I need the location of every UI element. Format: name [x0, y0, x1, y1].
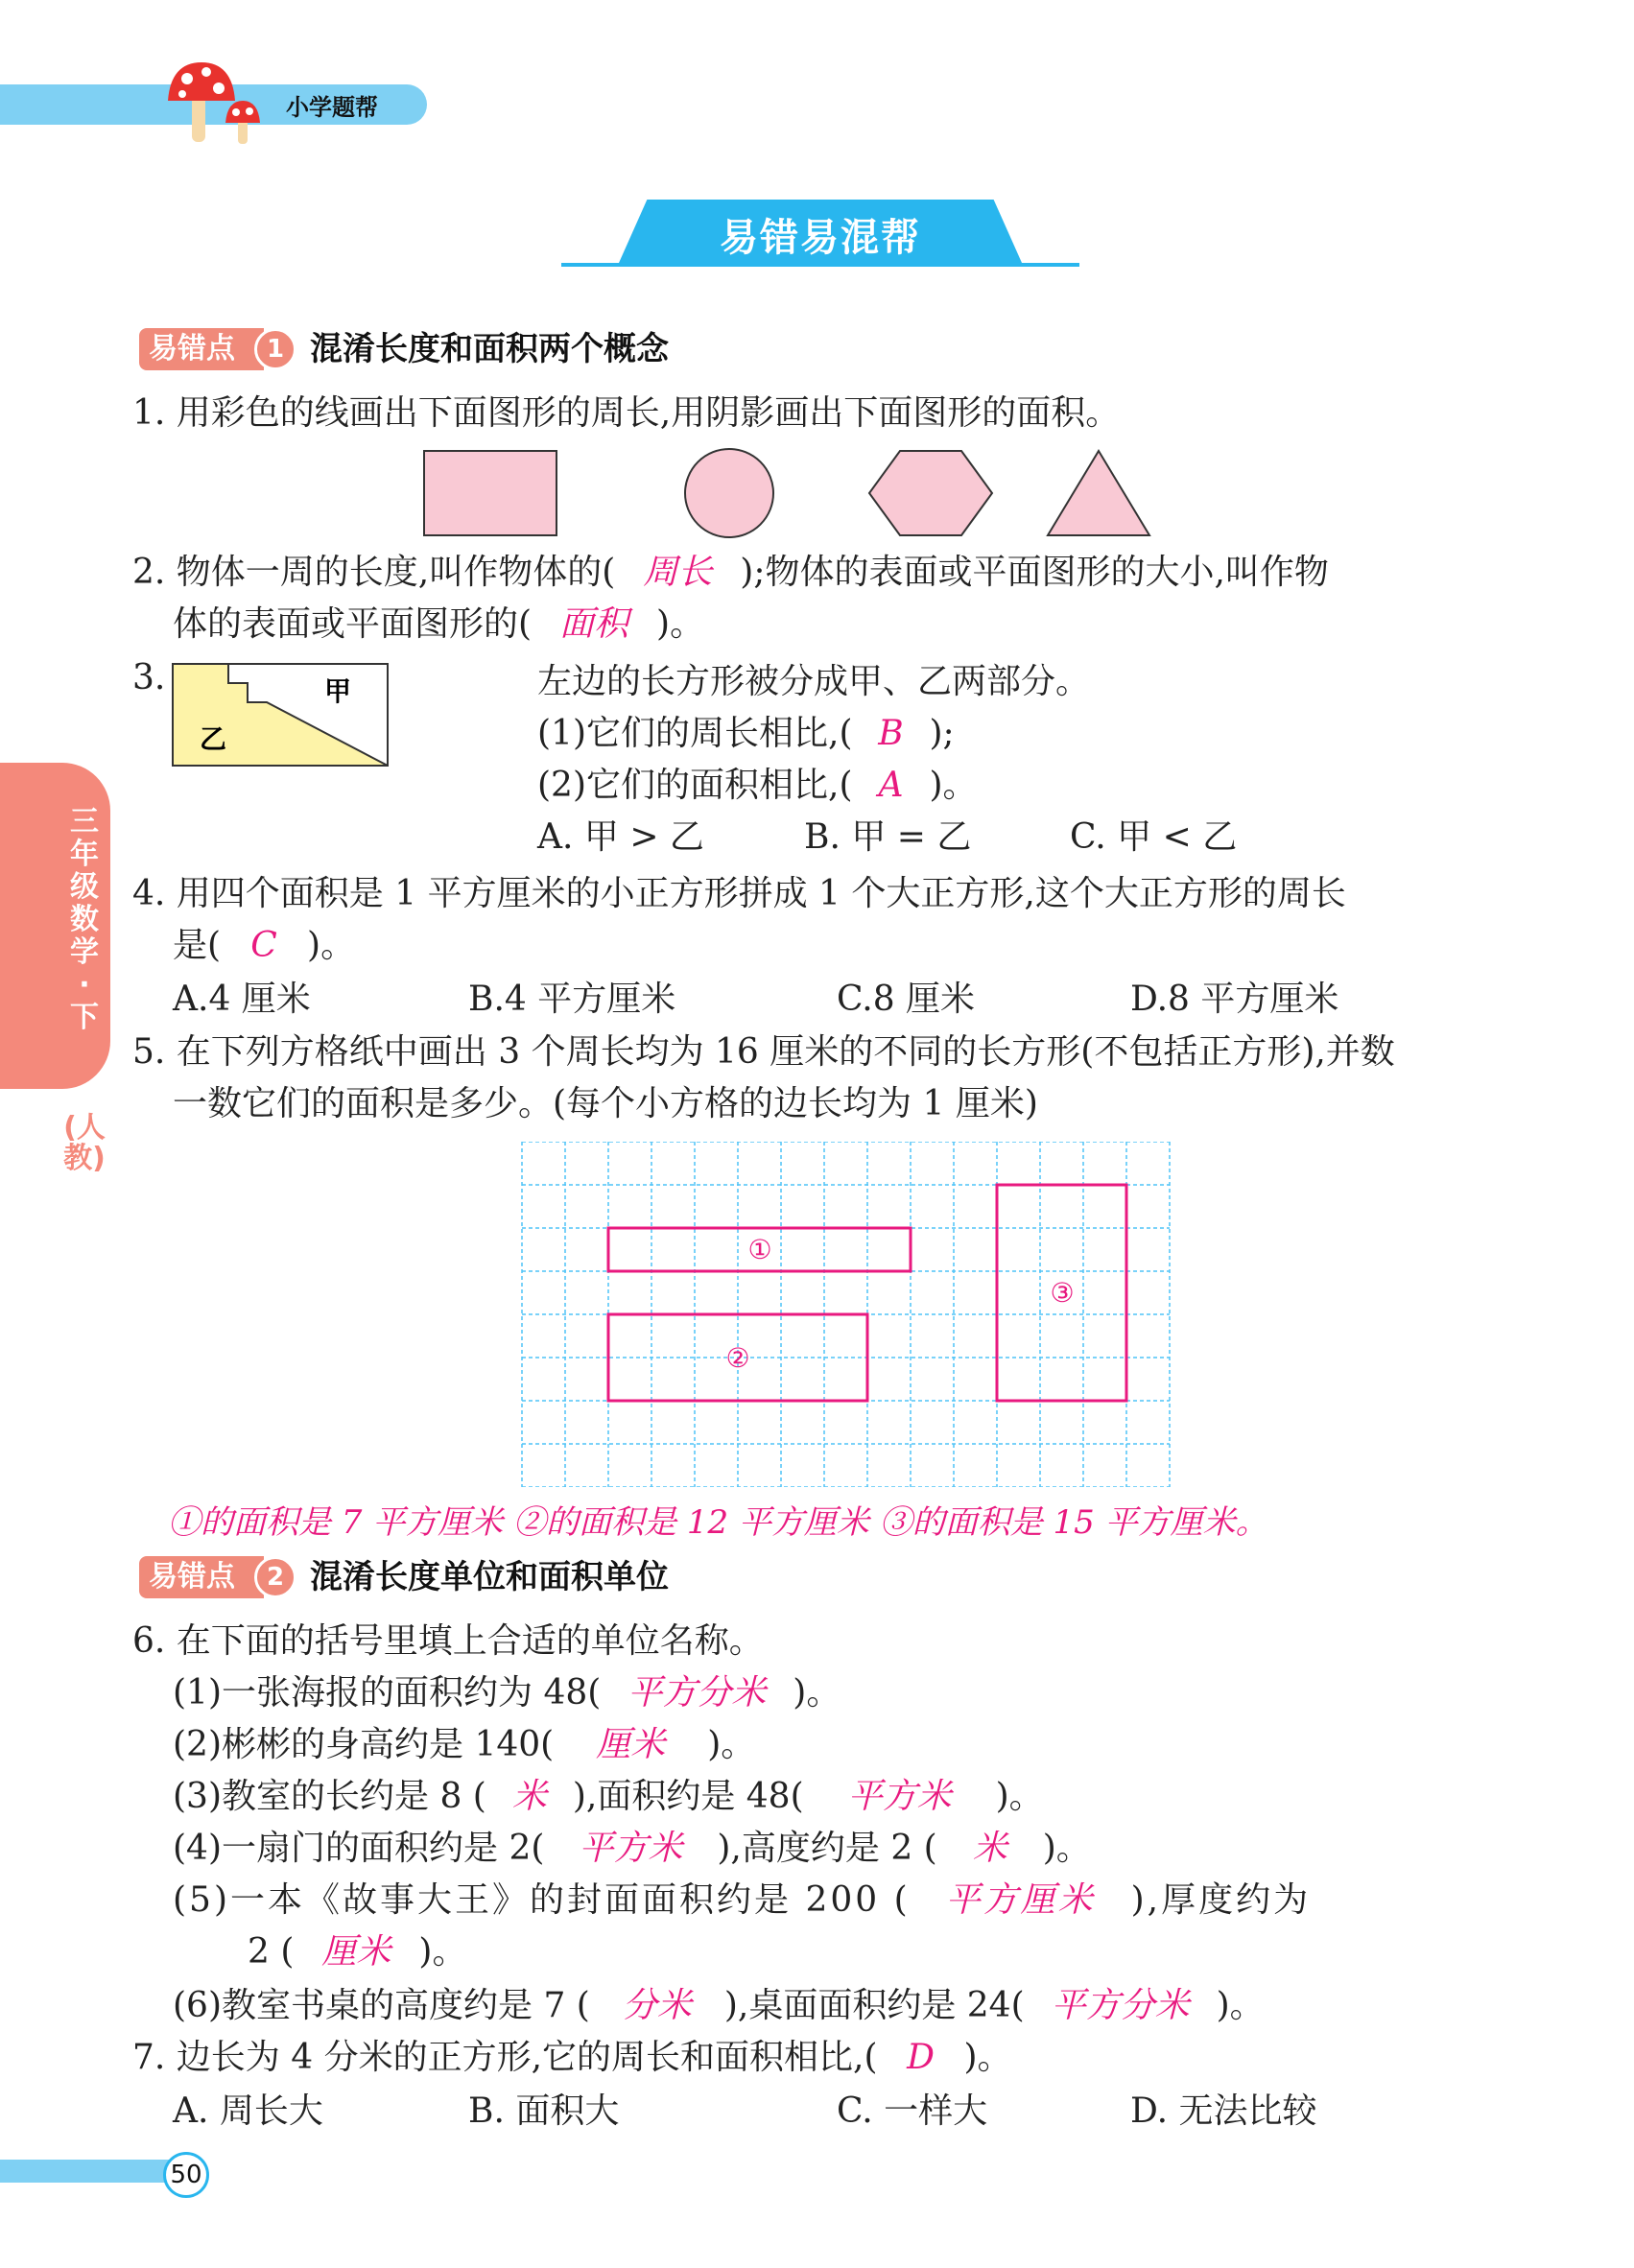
answer-q3-1: B — [878, 714, 904, 753]
q7-option-c: C. 一样大 — [837, 2091, 988, 2131]
q6-item-5-line1: (5)一本《故事大王》的封面面积约是 200 ( 平方厘米 ),厚度约为 — [173, 1875, 1311, 1926]
answer-q6-4a: 平方米 — [579, 1829, 683, 1868]
q4-option-a: A.4 厘米 — [173, 980, 311, 1019]
label-yi: 乙 — [200, 723, 227, 755]
question-3-number: 3. — [132, 658, 166, 697]
triangle-shape — [1048, 451, 1149, 535]
grid-paper — [520, 1142, 1172, 1487]
q4-option-d: D.8 平方厘米 — [1130, 980, 1339, 1019]
circle-shape — [685, 449, 773, 537]
page-title: 易错易混帮 — [720, 216, 921, 260]
q6-item-3: (3)教室的长约是 8 ( 米 ),面积约是 48( 平方米 )。 — [173, 1771, 1044, 1823]
q5-answer: ①的面积是 7 平方厘米 ②的面积是 12 平方厘米 ③的面积是 15 平方厘米。 — [168, 1503, 1268, 1542]
question-6-intro: 6. 在下面的括号里填上合适的单位名称。 — [132, 1621, 764, 1661]
q6-item-6: (6)教室书桌的高度约是 7 ( 分米 ),桌面面积约是 24( 平方分米 )。 — [173, 1980, 1265, 2032]
answer-q6-1: 平方分米 — [628, 1673, 767, 1713]
answer-q3-2: A — [878, 766, 904, 805]
q3-option-b: B. 甲 = 乙 — [804, 817, 972, 857]
answer-q6-5a: 平方厘米 — [945, 1880, 1096, 1920]
question-5-line1: 5. 在下列方格纸中画出 3 个周长均为 16 厘米的不同的长方形(不包括正方形),并数 — [132, 1032, 1395, 1072]
split-rectangle-figure — [171, 662, 391, 769]
section2-title: 混淆长度单位和面积单位 — [310, 1558, 669, 1596]
q6-item-1: (1)一张海报的面积约为 48( 平方分米 )。 — [173, 1667, 841, 1719]
question-3-intro: 左边的长方形被分成甲、乙两部分。 — [537, 662, 1091, 701]
rect-1-label: ① — [747, 1234, 772, 1265]
q6-item-5-line2: 2 ( 厘米 )。 — [248, 1926, 466, 1978]
q3-option-c: C. 甲 < 乙 — [1070, 817, 1238, 857]
question-2-line1: 2. 物体一周的长度,叫作物体的( 周长 );物体的表面或平面图形的大小,叫作物 — [132, 547, 1329, 599]
section-title-banner — [561, 200, 1079, 267]
q6-item-4: (4)一扇门的面积约是 2( 平方米 ),高度约是 2 ( 米 )。 — [173, 1823, 1091, 1875]
hexagon-shape — [869, 451, 992, 535]
q6-item-2: (2)彬彬的身高约是 140( 厘米 )。 — [173, 1719, 755, 1771]
question-4-line1: 4. 用四个面积是 1 平方厘米的小正方形拼成 1 个大正方形,这个大正方形的周长 — [132, 874, 1346, 913]
q3-option-a: A. 甲 > 乙 — [537, 817, 704, 857]
question-2-line2: 体的表面或平面图形的( 面积 )。 — [173, 599, 704, 650]
label-jia: 甲 — [324, 675, 352, 707]
answer-q6-2: 厘米 — [596, 1725, 666, 1764]
answer-q7: D — [907, 2038, 935, 2077]
answer-area: 面积 — [559, 604, 629, 644]
rect-2-label: ② — [725, 1342, 750, 1374]
answer-q4: C — [250, 926, 277, 965]
question-5-line2: 一数它们的面积是多少。(每个小方格的边长均为 1 厘米) — [173, 1084, 1038, 1123]
brand-label: 小学题帮 — [286, 94, 378, 121]
question-1: 1. 用彩色的线画出下面图形的周长,用阴影画出下面图形的面积。 — [132, 393, 1121, 433]
q7-option-a: A. 周长大 — [173, 2091, 323, 2131]
side-edition-label: (人 教) — [63, 1111, 106, 1175]
answer-q6-4b: 米 — [972, 1829, 1007, 1868]
q7-option-b: B. 面积大 — [468, 2091, 620, 2131]
q4-option-b: B.4 平方厘米 — [468, 980, 676, 1019]
answer-q6-6a: 分米 — [622, 1986, 692, 2025]
rect-3-label: ③ — [1050, 1277, 1075, 1309]
q7-option-d: D. 无法比较 — [1130, 2091, 1317, 2131]
answer-q6-3a: 米 — [511, 1777, 547, 1816]
question-3-sub2: (2)它们的面积相比,( A )。 — [537, 760, 978, 812]
title-underline — [561, 263, 1079, 267]
answer-q6-3b: 平方米 — [847, 1777, 952, 1816]
q4-option-c: C.8 厘米 — [837, 980, 976, 1019]
shapes-figure — [413, 443, 1219, 544]
side-grade-label: 三 年 级 数 学 · 下 — [70, 805, 99, 1034]
question-4-line2: 是( C )。 — [173, 920, 355, 972]
rectangle-shape — [424, 451, 557, 535]
mushroom-icon — [163, 58, 278, 149]
question-3-sub1: (1)它们的周长相比,( B ); — [537, 708, 955, 760]
section1-title: 混淆长度和面积两个概念 — [310, 330, 669, 368]
answer-perimeter: 周长 — [643, 553, 713, 592]
question-7: 7. 边长为 4 分米的正方形,它的周长和面积相比,( D )。 — [132, 2032, 1012, 2084]
answer-q6-5b: 厘米 — [321, 1932, 391, 1972]
page-number: 50 — [163, 2152, 209, 2198]
answer-q6-6b: 平方分米 — [1051, 1986, 1190, 2025]
